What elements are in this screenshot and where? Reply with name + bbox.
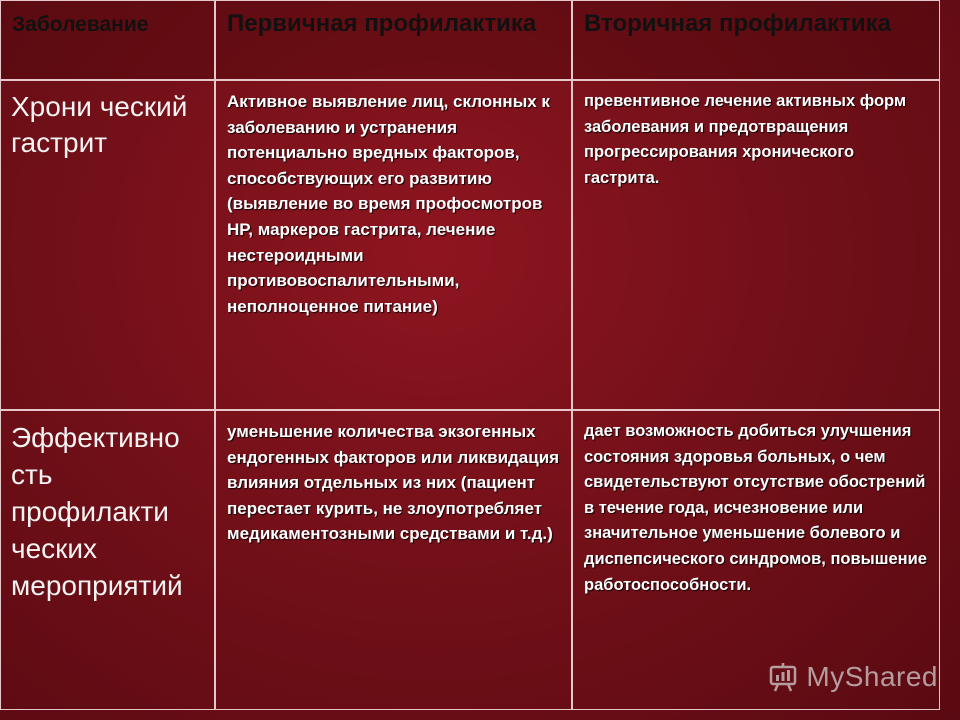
disease-name: Хрони ческий гастрит [11,91,188,158]
disease-cell [0,80,215,410]
primary-prevention-text: уменьшение количества экзогенных ендогенных факторов или ликвидация влияния отдельных из них (пациент перестает курить, не злоупотребляет медикаментозными средствами и т.д.) [227,422,560,544]
header-cell-secondary [572,0,940,80]
primary-prevention-cell [215,410,572,710]
secondary-prevention-text: дает возможность добиться улучшения состояния здоровья больных, о чем свидетельствуют отсутствие обострений в течение года, исчезновение или значительное уменьшение болевого и диспепсического синдромов, повышение работоспособности. [584,422,927,594]
myshared-watermark [766,660,938,694]
header-disease-label: Заболевание [12,13,149,36]
watermark-text: MyShared [806,661,938,692]
header-cell-disease [0,0,215,80]
secondary-prevention-cell [572,80,940,410]
table-header-row [0,0,940,80]
disease-name: Эффективно сть профилакти ческих мероприятий [11,422,183,601]
header-primary-label: Первичная профилактика [227,10,537,37]
header-secondary-label: Вторичная профилактика [584,10,892,37]
primary-prevention-text: Активное выявление лиц, склонных к заболеванию и устранения потенциально вредных факторов, способствующих его развитию (выявление во время профосмотров НР, маркеров гастрита, лечение нестероидными противовоспалительными, неполноценное питание) [227,92,550,316]
table-row [0,80,940,410]
disease-cell [0,410,215,710]
presentation-board-icon [766,660,800,694]
primary-prevention-cell [215,80,572,410]
header-cell-primary [215,0,572,80]
secondary-prevention-text: превентивное лечение активных форм заболевания и предотвращения прогрессирования хронического гастрита. [584,92,907,187]
